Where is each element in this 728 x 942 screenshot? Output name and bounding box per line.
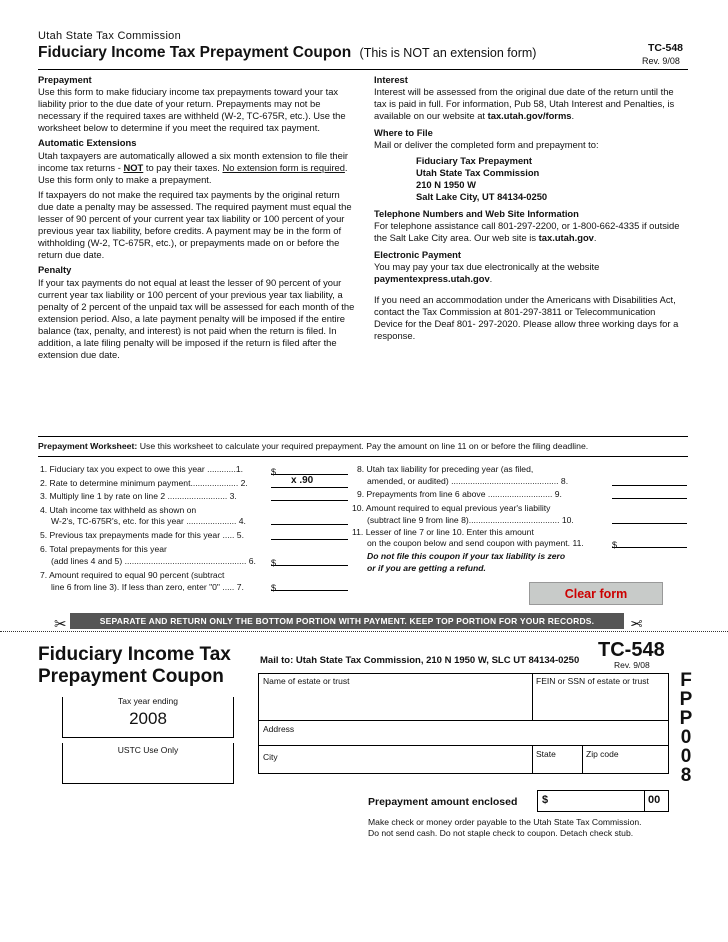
side-code-char: F <box>680 670 692 691</box>
page-title <box>38 44 536 62</box>
worksheet-title <box>38 441 588 451</box>
ws-line-9: 9. Prepayments from line 6 above ........................... 9. <box>357 489 562 499</box>
ws-line-11b: on the coupon below and send coupon with payment. 11. <box>367 538 584 548</box>
title-subtitle: (This is NOT an extension form) <box>359 46 537 60</box>
ws-input-1[interactable] <box>271 462 348 475</box>
ws-rate-value: x .90 <box>291 475 314 486</box>
right-instructions: Interest Interest will be assessed from the original due date of the return until the tax is paid in full. For information, Pub 58, Utah Interest and Penalties, is available on our website at tax.utah.gov/forms. Where to File Mail or deliver the completed form and prepayment to: Fiduciary Tax Prepayment Utah State Tax Commission 210 N 1950 W Salt Lake City, UT 84134-0250 Telephone Numbers and Web Site Information For telephone assistance call 801-297-2200, or 1-800-662-4335 if outside the Salt Lake City area. Our web site is tax.utah.gov. Electronic Payment You may pay your tax due electronically at the website paymentexpress.utah.gov. If you need an accommodation under the Americans with Disabilities Act, contact the Tax Commission at 801-297-3811 or Telecommunication Device for the Deaf 801- 297-2020. Please allow three working days for a response. <box>374 74 686 345</box>
amount-label: Prepayment amount enclosed <box>368 796 518 808</box>
ws-input-11[interactable] <box>612 535 687 548</box>
ws-line-7b: line 6 from line 3). If less than zero, enter "0" ..... 7. <box>51 582 244 592</box>
address-label: Address <box>263 724 295 734</box>
ws-rate-field <box>271 475 348 488</box>
address-line-4: Salt Lake City, UT 84134-0250 <box>416 190 548 202</box>
coupon-title-line-1: Fiduciary Income Tax <box>38 644 231 665</box>
tax-year-box <box>62 697 234 738</box>
ws-line-4b: W-2's, TC-675R's, etc. for this year ..................... 4. <box>51 516 246 526</box>
ws-input-4[interactable] <box>271 512 348 525</box>
worksheet-rule-2 <box>38 456 688 457</box>
name-label: Name of estate or trust <box>263 676 350 686</box>
auto-ext-text2: to pay their taxes. <box>145 161 220 173</box>
interest-heading: Interest <box>374 74 408 85</box>
mailing-address <box>374 155 686 203</box>
where-text: Mail or deliver the completed form and prepayment to: <box>374 139 599 151</box>
coupon-notes <box>368 817 642 838</box>
agency-name: Utah State Tax Commission <box>38 30 182 42</box>
ws-input-8[interactable] <box>612 473 687 486</box>
phone-text: For telephone assistance call 801-297-2200, or 1-800-662-4335 if outside the Salt Lake City area. Our web site is <box>374 220 680 244</box>
revision-date: Rev. 9/08 <box>642 56 680 66</box>
ws-line-5: 5. Previous tax prepayments made for this year ..... 5. <box>40 530 244 540</box>
coupon-form-number: TC-548 <box>598 639 665 661</box>
ws-line-2: 2. Rate to determine minimum payment.................... 2. <box>40 478 248 488</box>
separate-banner: SEPARATE AND RETURN ONLY THE BOTTOM PORTION WITH PAYMENT. KEEP TOP PORTION FOR YOUR RECORDS. <box>70 613 624 629</box>
electronic-heading: Electronic Payment <box>374 249 462 261</box>
auto-ext-text1: Utah taxpayers are automatically allowed a six month extension to file their income tax returns - <box>38 149 349 173</box>
scissors-icon: ✂ <box>54 616 67 633</box>
auto-ext-underlined: No extension form is required <box>222 161 345 173</box>
ws-line-7a: 7. Amount required to equal 90 percent (subtract <box>40 570 225 580</box>
side-code-char: P <box>679 689 693 710</box>
where-heading: Where to File <box>374 127 433 139</box>
address-line-3: 210 N 1950 W <box>416 178 476 190</box>
ws-input-5[interactable] <box>271 527 348 540</box>
city-label: City <box>263 752 278 762</box>
auto-ext-not: NOT <box>123 161 144 173</box>
ws-input-9[interactable] <box>612 486 687 499</box>
cut-line <box>0 631 728 632</box>
ws-line-11a: 11. Lesser of line 7 or line 10. Enter this amount <box>352 527 534 537</box>
coupon-revision: Rev. 9/08 <box>614 660 650 670</box>
payment-url[interactable]: paymentexpress.utah.gov <box>374 273 490 285</box>
header-rule <box>38 69 688 70</box>
title-text: Fiduciary Income Tax Prepayment Coupon <box>38 44 352 61</box>
prepayment-heading: Prepayment <box>38 74 92 85</box>
form-number: TC-548 <box>648 42 684 54</box>
side-code-char: 8 <box>680 765 692 786</box>
scissors-icon: ✂ <box>630 616 643 633</box>
state-label: State <box>536 749 556 759</box>
ws-line-8b: amended, or audited) ............................................. 8. <box>367 476 569 486</box>
auto-ext-text3: . Use this form only to make a prepayment. <box>38 161 348 185</box>
tax-year-label: Tax year ending <box>117 696 178 706</box>
amount-cents: 00 <box>648 794 661 806</box>
coupon-note-1: Make check or money order payable to the Utah State Tax Commission. <box>368 817 642 827</box>
left-instructions <box>38 74 356 364</box>
tax-year-value: 2008 <box>129 709 167 728</box>
clear-form-button[interactable]: Clear form <box>529 582 663 605</box>
ada-text: If you need an accommodation under the Americans with Disabilities Act, contact the Tax Commission at 801-297-3811 or Telecommunication Device for the Deaf 801- 297-2020. Please allow three working days for a response. <box>374 293 679 341</box>
ustc-use-box <box>62 743 234 784</box>
coupon-title-line-2: Prepayment Coupon <box>38 666 224 687</box>
coupon-title <box>38 644 231 688</box>
city-state-zip-row <box>258 745 669 774</box>
coupon-mail-to: Mail to: Utah State Tax Commission, 210 N 1950 W, SLC UT 84134-0250 <box>260 655 580 666</box>
side-code-char: 0 <box>680 727 692 748</box>
penalty-intro: If taxpayers do not make the required tax payments by the original return due date a penalty may be assessed. The required payment must equal the lesser of 90 percent of your current year tax liability or 100 percent of your previous year tax liability, before credits. A payment may be in the form of withholding (W-2, TC-675R, etc.), or prepayments made on or before the return due date. <box>38 188 352 261</box>
amount-field[interactable] <box>537 790 669 812</box>
field-divider <box>582 745 583 773</box>
ws-line-10a: 10. Amount required to equal previous year's liability <box>352 503 551 513</box>
zip-label: Zip code <box>586 749 619 759</box>
address-field[interactable] <box>258 719 669 746</box>
amount-dollar: $ <box>542 794 549 806</box>
worksheet-label: Prepayment Worksheet: <box>38 441 138 451</box>
coupon-note-2: Do not send cash. Do not staple check to coupon. Detach check stub. <box>368 827 634 838</box>
dollar-sign: $ <box>271 467 277 477</box>
side-code-char: P <box>679 708 693 729</box>
ustc-label: USTC Use Only <box>117 745 179 755</box>
ws-input-7[interactable] <box>271 578 348 591</box>
ws-input-6[interactable] <box>271 553 348 566</box>
phone-heading: Telephone Numbers and Web Site Information <box>374 207 579 219</box>
electronic-text: You may pay your tax due electronically at the website <box>374 261 600 273</box>
address-line-2: Utah State Tax Commission <box>416 166 540 178</box>
ws-line-8a: 8. Utah tax liability for preceding year (as filed, <box>357 464 534 474</box>
field-divider <box>532 745 533 773</box>
dollar-sign: $ <box>612 540 618 550</box>
interest-url[interactable]: tax.utah.gov/forms <box>487 110 572 122</box>
ws-input-10[interactable] <box>612 511 687 524</box>
ws-line-3: 3. Multiply line 1 by rate on line 2 ......................... 3. <box>40 491 237 501</box>
ws-line-6a: 6. Total prepayments for this year <box>40 544 167 554</box>
auto-ext-heading: Automatic Extensions <box>38 137 137 149</box>
penalty-heading: Penalty <box>38 264 72 276</box>
ws-line-6b: (add lines 4 and 5) ................................................... 6. <box>51 556 256 566</box>
ws-line-10b: (subtract line 9 from line 8)...................................... 10. <box>367 515 574 525</box>
name-field[interactable] <box>258 673 669 721</box>
ws-warning-2: or if you are getting a refund. <box>367 563 486 573</box>
dollar-sign: $ <box>271 583 277 593</box>
ws-input-3[interactable] <box>271 488 348 501</box>
cents-divider <box>644 791 645 811</box>
worksheet-instructions: Use this worksheet to calculate your required prepayment. Pay the amount on line 11 on or before the filing deadline. <box>139 441 589 451</box>
ws-line-1: 1. Fiduciary tax you expect to owe this year ............1. <box>40 464 243 474</box>
interest-text: Interest will be assessed from the original due date of the return until the tax is paid in full. For information, Pub 58, Utah Interest and Penalties, is available on our website at <box>374 86 675 122</box>
address-line-1: Fiduciary Tax Prepayment <box>416 154 533 166</box>
ws-line-4a: 4. Utah income tax withheld as shown on <box>40 505 197 515</box>
ws-warning-1: Do not file this coupon if your tax liability is zero <box>367 551 566 561</box>
dollar-sign: $ <box>271 558 277 568</box>
worksheet-rule <box>38 436 688 437</box>
website-url[interactable]: tax.utah.gov <box>538 232 594 244</box>
field-divider <box>532 674 533 720</box>
prepayment-text: Use this form to make fiduciary income tax prepayments toward your tax liability prior to the due date of your return. Prepayments may not be necessary if the required taxes are withheld (W-2, TC-675R, etc.). Use the worksheet below to determine if you meet the required tax payment. <box>38 86 346 134</box>
side-code-char: 0 <box>680 746 692 767</box>
penalty-text: If your tax payments do not equal at least the lesser of 90 percent of your current year tax liability or 100 percent of your previous year tax liability, a penalty of 2 percent of the unpaid tax will be assessed for each month of the extension period. Also, a late payment penalty will be imposed if the entire balance (tax, penalty, and interest) is not paid when the return is filed. In addition, a late filing penalty will be imposed if the return is filed after the extension due date. <box>38 276 355 361</box>
fein-label: FEIN or SSN of estate or trust <box>536 676 649 686</box>
